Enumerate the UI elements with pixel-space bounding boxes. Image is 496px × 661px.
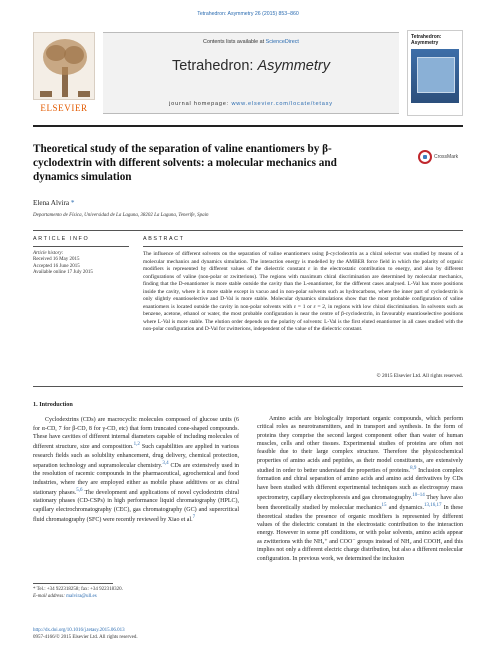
reference-link[interactable]: 8,9 [410, 466, 417, 472]
intro-text: The development and applications of novel cyclodextrin chiral stationary phases (CD-CSPs) in high performance liquid chromatography (HPLC), capillary electrochromatography (CEC), gas chromatography (GC) and supercritical fluid chromatography (SFC) were recently reviewed by Xiao et al. [33, 490, 240, 524]
affiliation: Departamento de Física, Universidad de La Laguna, 38202 La Laguna, Tenerife, Spain [33, 213, 209, 218]
received-date: Received 16 May 2015 [33, 257, 80, 263]
intro-text: In these theoretical studies the presence of organic modifiers is represented by different values of the dielectric constant in the electrostatic contribution to the interaction energy. However in some pH conditions, or with polar solvents, amino acids appear as zwitterions with the NH₃⁺ and COO⁻ groups instead of NH₂ and COOH, and this implies not only a different electric charge distribution, but also a different molecular configuration. In previous work, we determined the inclusion [257, 505, 464, 562]
body-left-column [33, 401, 239, 524]
crossmark-button[interactable] [418, 150, 464, 180]
elsevier-wordmark: ELSEVIER [40, 103, 88, 113]
reference-link[interactable]: 1,2 [133, 442, 140, 448]
intro-paragraph-1 [33, 416, 239, 524]
reference-link[interactable]: 13,16,17 [423, 503, 442, 509]
intro-text: They have also been theoretically studied by molecular mechanics [257, 495, 463, 512]
article-info-heading: ARTICLE INFO [33, 236, 90, 242]
intro-text: Cyclodextrins (CDs) are macrocyclic molecules composed of glucose units (6 for α-CD, 7 for β-CD, 8 for γ-CD, etc) that form truncated cone-shaped compounds. These have cavities of different internal diameters capable of including molecules of different structure, size and composition. [33, 417, 239, 451]
article-title: Theoretical study of the separation of valine enantiomers by β-cyclodextrin with different solvents: a molecular mechanics and dynamics simulation [33, 143, 337, 183]
article-history-label: Article history: [33, 251, 64, 256]
abstract-rule [143, 246, 463, 247]
journal-title [103, 58, 399, 74]
homepage-prefix: journal homepage: [169, 101, 232, 107]
meta-rule [33, 230, 463, 231]
introduction-heading: 1. Introduction [33, 401, 73, 408]
contents-prefix: Contents lists available at [203, 39, 266, 45]
crossmark-icon [418, 150, 432, 164]
intro-text: and dynamics. [386, 505, 424, 512]
homepage-link[interactable]: www.elsevier.com/locate/tetasy [231, 101, 333, 107]
reference-link[interactable]: 3,4 [162, 461, 169, 467]
cover-image [417, 57, 455, 93]
email-link[interactable]: malvira@ull.es [66, 593, 97, 599]
journal-citation[interactable]: Tetrahedron: Asymmetry 26 (2015) 853–860 [197, 11, 299, 17]
body-right-column [257, 415, 463, 563]
email-label: E-mail address: [33, 593, 67, 599]
masthead [103, 32, 399, 114]
sciencedirect-link[interactable]: ScienceDirect [265, 39, 299, 45]
reference-link[interactable]: 7 [192, 515, 196, 521]
abstract-text: The influence of different solvents on the separation of valine enantiomers using β-cyclodextrin as a chiral selector was studied by means of a molecular mechanics and dynamics simulation. The interaction energy is modelled by the AMBER force field in which the polarity of organic modifiers is represented by different values of the dielectric constant ε in the electrostatic contribution to energy, and also by different configurations of valine (non-polar or zwitterions). The regions with maximum chiral discrimination are determined by molecular mechanics, finding that the D-enantiomer is more stable outside the cavity than the L-enantiomer, for the different cases analysed. L-Val has more positions inside the cavity, where it is more stable except in vacuo and in non-polar solvents such as hydrocarbons, where the inner part of cyclodextrin is only slightly enantioselective and D-Val is more stable. Molecular dynamics simulations show that the most probable configuration of valine enantiomers is located outside the cavity in non-polar solvents with ε = 1 or ε = 2, in regions with low chiral discrimination. In solvents such as benzene, acetone, ethanol or water, the most probable configuration is near the centre of β-cyclodextrin, in favourably enantioselective positions where L-Val is more stable. The elution order depends on the polarity of solvents: L-Val is the first eluted enantiomer in all cases studied with the non-polar configuration and D-Val for zwitterions, independent of the value of the dielectric constant. [143, 251, 463, 333]
article-info-rule [33, 246, 129, 247]
journal-cover [407, 30, 463, 116]
footnote [33, 587, 239, 601]
cover-title: Tetrahedron: Asymmetry [411, 34, 442, 46]
intro-paragraph-2 [257, 415, 463, 563]
reference-link[interactable]: 15 [381, 503, 387, 509]
journal-name-italic: Asymmetry [257, 58, 330, 74]
corresponding-contact: * Tel.: +34 922318258; fax: +34 922318320. [33, 587, 123, 592]
intro-text: CDs are extensively used in the resolution of racemic compounds in the pharmaceutical, agrochemical and food industries, where they are employed either as mobile phase additives or as chiral stationary phases. [33, 463, 240, 497]
intro-text: Amino acids are biologically important organic compounds, which perform critical roles as neurotransmitters, and in transport and synthesis. In the form of proteins they comprise the second largest component other than water of human muscles, cells and other tissues. Experimental studies of proteins are often not feasible due to their large complex structure. Therefore the physicochemical properties of amino acids and peptides, as their model constituents, are extensively studied in order to better understand the properties of proteins. [257, 416, 463, 475]
intro-text: Inclusion complex formation and chiral separation of amino acids and amino acid derivatives by CDs have been studied with different experimental techniques such as electrospray mass spectrometry, capillary electrophoresis and gas chromatography. [257, 468, 463, 502]
journal-homepage [103, 101, 399, 107]
reference-link[interactable]: 10–14 [412, 493, 425, 499]
journal-header [33, 26, 463, 120]
cover-artwork [411, 49, 459, 103]
abstract-copyright: © 2015 Elsevier Ltd. All rights reserved. [376, 373, 463, 379]
corresponding-author-mark[interactable]: * [70, 199, 75, 207]
elsevier-tree-icon [33, 32, 95, 100]
body-rule [33, 386, 463, 387]
journal-name: Tetrahedron: [172, 58, 258, 74]
author-line [33, 199, 75, 207]
footnote-rule [33, 583, 113, 584]
crossmark-label: CrossMark [434, 154, 459, 160]
intro-text: Such capabilities are applied in various research fields such as solubility enhancement, drug delivery, chemical protection, separation technology and supramolecular chemistry. [33, 444, 239, 470]
issn-line: 0957-4166/© 2015 Elsevier Ltd. All rights reserved. [33, 634, 138, 640]
accepted-date: Accepted 16 June 2015 [33, 263, 80, 269]
abstract-heading: ABSTRACT [143, 236, 185, 242]
doi-block [33, 628, 138, 642]
elsevier-logo [33, 32, 95, 114]
reference-link[interactable]: 5,6 [76, 488, 83, 494]
online-date: Available online 17 July 2015 [33, 270, 93, 276]
contents-line [103, 39, 399, 45]
author-name[interactable]: Elena Alvira [33, 199, 70, 207]
header-rule [33, 125, 463, 127]
email-line [33, 594, 239, 601]
article-info [33, 251, 129, 277]
doi-link[interactable]: http://dx.doi.org/10.1016/j.tetasy.2015.06.013 [33, 628, 125, 633]
